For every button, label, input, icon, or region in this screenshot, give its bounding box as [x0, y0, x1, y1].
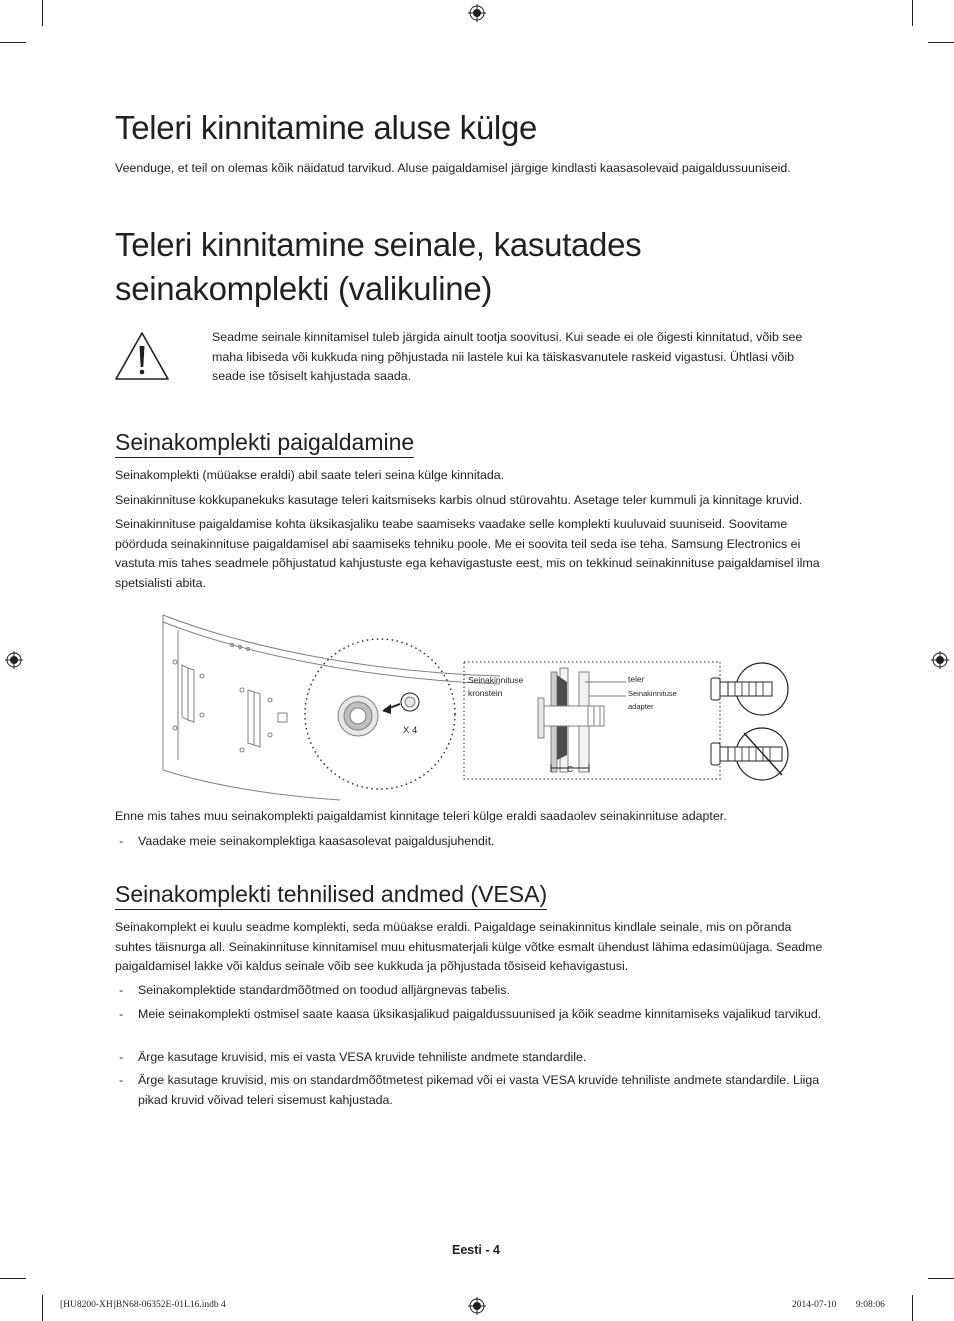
footer-file-info: [HU8200-XH]BN68-06352E-01L16.indb 4: [60, 1300, 226, 1310]
vesa-para-1: Seinakomplekt ei kuulu seadme komplekti, seda müüakse eraldi. Paigaldage seinakinnitus kindlale seinale, mis on põranda suhtes täisnurga all. Seinakinnituse kinnitamisel muu ehitusmaterjali külge võtke esmalt ühendust lähima edasimüüjaga. Seadme paigaldamisel lakke või kaldus seinale võib see kukkuda ja põhjustada tõsiseid kehavigastusi.: [115, 920, 823, 974]
title-line-2: seinakomplekti (valikuline): [115, 270, 493, 307]
install-para-3: Seinakinnituse paigaldamise kohta üksikasjaliku teabe saamiseks vaadake selle komplekti kuuluvaid suuniseid. Soovitame pöörduda seinakinnituse paigaldamisel abi saamiseks tehniku poole. Me ei soovita teil seda ise teha. Samsung Electronics ei vastuta mis tahes seadmele põhjustatud kahjustuste ega kehavigastuste eest, mis on tekkinud seinakinnituse paigaldamisel ilma spetsialisti abita.: [115, 517, 820, 590]
bracket-label-line2: kronstein: [468, 688, 503, 698]
warning-text: Seadme seinale kinnitamisel tuleb järgida ainult tootja soovitusi. Kui seade ei ole õigesti kinnitatud, võib see maha libiseda või kukkuda ning põhjustada nii lastele kui ka täiskasvanutele raskeid vigastusi. Ühtlasi võib seade ise tõsiselt kahjustada saada.: [212, 330, 803, 384]
vesa-bullet: [119, 981, 831, 1001]
vesa-bullet: [119, 1048, 831, 1068]
title-line-1: Teleri kinnitamine seinale, kasutades: [115, 226, 642, 263]
crop-mark: [928, 1278, 954, 1279]
bullet-dash: -: [119, 1050, 124, 1064]
page-title-wall: [115, 223, 641, 311]
bullet-text: Seinakomplektide standardmõõtmed on toodud alljärgnevas tabelis.: [138, 983, 510, 997]
bullet-text: Ärge kasutage kruvisid, mis ei vasta VESA kruvide tehniliste andmete standardile.: [138, 1050, 587, 1064]
section-heading-vesa: Seinakomplekti tehnilised andmed (VESA): [115, 879, 547, 910]
bullet-dash: -: [119, 1073, 124, 1087]
bullet-text: Ärge kasutage kruvisid, mis on standardmõõtmetest pikemad või ei vasta VESA kruvide tehniliste andmete standardile. Liiga pikad kruvid võivad teleri sisemust kahjustada.: [138, 1073, 820, 1107]
stand-instructions: Veenduge, et teil on olemas kõik näidatud tarvikud. Aluse paigaldamisel järgige kindlasti kaasasolevaid paigaldussuuniseid.: [115, 161, 791, 175]
screw-count-label: X 4: [403, 725, 418, 736]
detail-circle: [305, 639, 455, 789]
tv-label: teler: [628, 674, 645, 684]
dimension-c-label: C: [567, 764, 574, 774]
registration-mark-icon: [5, 651, 23, 669]
crop-mark: [912, 0, 913, 26]
correct-screw-illustration: [711, 663, 788, 715]
wrong-screw-illustration: [711, 728, 788, 780]
crop-mark: [928, 42, 954, 43]
bullet-text: Vaadake meie seinakomplektiga kaasasolevat paigaldusjuhendit.: [138, 834, 495, 848]
registration-mark-icon: [931, 651, 949, 669]
install-para-2: Seinakinnituse kokkupanekuks kasutage teleri kaitsmiseks karbis olnud stürovahtu. Asetage teler kummuli ja kinnitage kruvid.: [115, 493, 803, 507]
crop-mark: [0, 1278, 26, 1279]
vesa-bullet: [119, 1071, 831, 1111]
bullet-dash: -: [119, 834, 124, 848]
bullet-dash: -: [119, 1007, 124, 1021]
crop-mark: [0, 42, 26, 43]
page-title-stand: Teleri kinnitamine aluse külge: [115, 109, 538, 146]
section-heading-install: Seinakomplekti paigaldamine: [115, 427, 414, 458]
registration-mark-icon: [468, 4, 486, 22]
page-number: Eesti - 4: [452, 1243, 500, 1257]
vesa-bullet: [119, 1005, 831, 1045]
registration-mark-icon: [468, 1297, 486, 1315]
adapter-label-line1: Seinakinnituse: [628, 689, 677, 698]
install-para-1: Seinakomplekti (müüakse eraldi) abil saate teleri seina külge kinnitada.: [115, 468, 505, 482]
bullet-text: Meie seinakomplekti ostmisel saate kaasa üksikasjalikud paigaldussuunised ja kõik seadme kinnitamiseks vajalikud tarvikud.: [138, 1007, 822, 1021]
install-bullet: [119, 832, 831, 852]
tv-back-illustration: [163, 615, 500, 800]
footer-timestamp: 2014-07-10 ￿￿ 9:08:06: [792, 1300, 885, 1310]
crop-mark: [42, 0, 43, 26]
bullet-dash: -: [119, 983, 124, 997]
adapter-note: Enne mis tahes muu seinakomplekti paigaldamist kinnitage teleri külge eraldi saadaolev seinakinnituse adapter.: [115, 809, 727, 823]
crop-mark: [912, 1295, 913, 1321]
wall-mount-figure: [160, 610, 800, 810]
bracket-label-line1: Seinakinnituse: [468, 675, 524, 685]
warning-icon: [113, 329, 171, 383]
crop-mark: [42, 1295, 43, 1321]
adapter-label-line2: adapter: [628, 702, 654, 711]
